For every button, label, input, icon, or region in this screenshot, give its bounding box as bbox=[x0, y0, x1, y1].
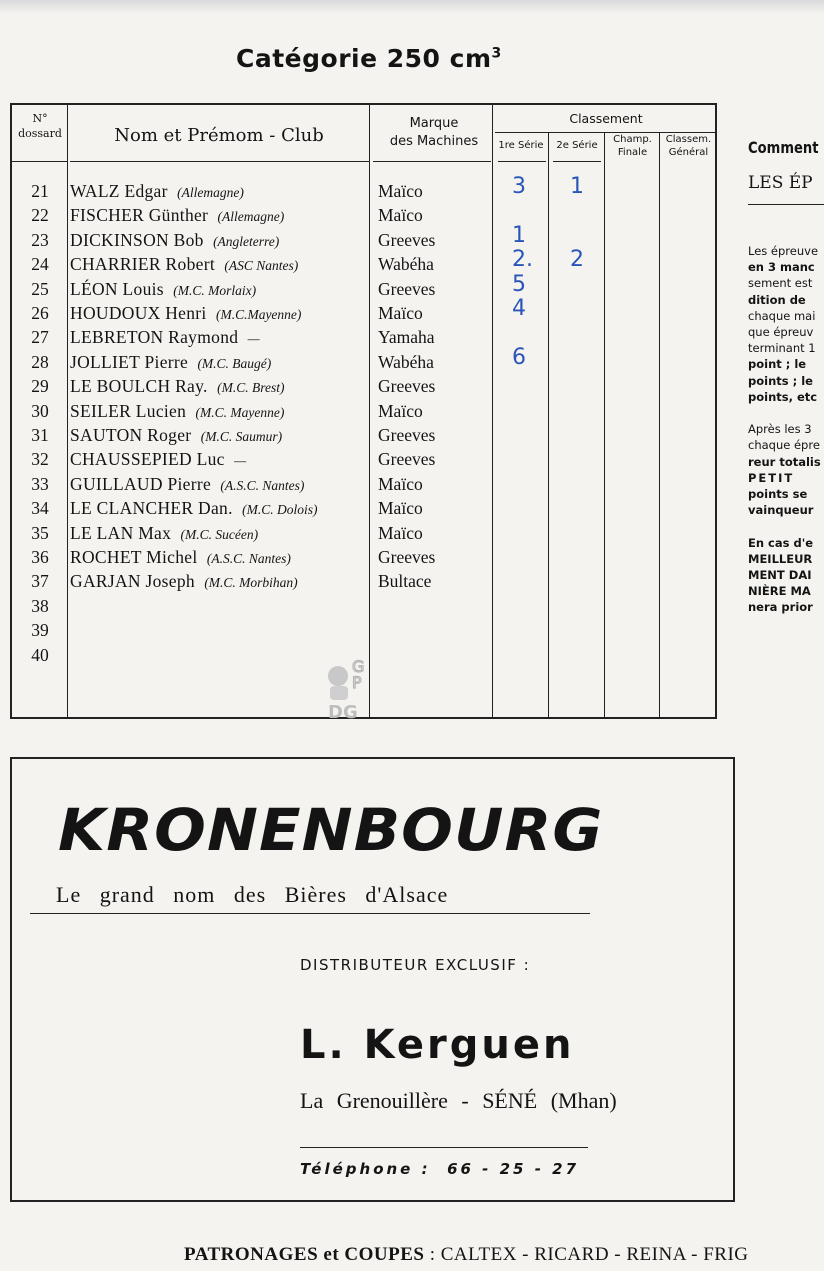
rules-text-line: en 3 manc bbox=[748, 260, 815, 275]
rider-name: SEILER Lucien (M.C. Mayenne) bbox=[70, 400, 285, 421]
machine-brand: Wabéha bbox=[378, 254, 434, 275]
table-row bbox=[12, 203, 712, 227]
rules-text-line: Les épreuve bbox=[748, 244, 819, 258]
page-title: Catégorie 250 $cm^3$ bbox=[236, 44, 502, 73]
rules-text-line: Après les 3 bbox=[748, 422, 812, 437]
rider-name: LÉON Louis (M.C. Morlaix) bbox=[70, 278, 257, 299]
rider-name: SAUTON Roger (M.C. Saumur) bbox=[70, 425, 283, 445]
rules-text-line: NIÈRE MA bbox=[748, 584, 811, 599]
dossard-number: 37 bbox=[31, 571, 49, 592]
rider-name: CHARRIER Robert (ASC Nantes) bbox=[70, 254, 299, 275]
machine-brand: Yamaha bbox=[378, 327, 435, 348]
table-row bbox=[12, 447, 712, 471]
serie1-rank: 4 bbox=[512, 296, 526, 321]
top-edge-shade bbox=[0, 0, 824, 14]
machine-brand: Maïco bbox=[378, 205, 423, 226]
serie1-rank: 5 bbox=[512, 271, 526, 297]
table-row bbox=[12, 325, 712, 349]
distributor-name: L. Kerguen bbox=[300, 1022, 575, 1068]
machine-brand: Greeves bbox=[378, 278, 436, 299]
rider-name: LE LAN Max (M.C. Sucéen) bbox=[70, 522, 259, 543]
watermark-logo bbox=[318, 650, 390, 722]
table-row bbox=[12, 594, 712, 618]
dossard-number: 25 bbox=[31, 278, 49, 299]
rules-text-line: terminant 1 bbox=[748, 341, 816, 356]
rules-text-line: sement est bbox=[748, 276, 813, 291]
serie1-rank: 6 bbox=[512, 344, 526, 370]
dossard-number: 21 bbox=[31, 181, 49, 201]
dossard-number: 34 bbox=[31, 498, 49, 519]
table-row bbox=[12, 399, 712, 423]
header-general: Classem. Général bbox=[665, 134, 712, 158]
machine-brand: Greeves bbox=[378, 376, 436, 397]
rider-name: GARJAN Joseph (M.C. Morbihan) bbox=[70, 571, 298, 592]
divider bbox=[300, 1147, 588, 1148]
machine-brand: Bultace bbox=[378, 571, 432, 592]
rider-name: GUILLAUD Pierre (A.S.C. Nantes) bbox=[70, 473, 305, 494]
header-champ: Champ. Finale bbox=[613, 134, 652, 158]
table-row bbox=[12, 472, 712, 496]
divider bbox=[30, 913, 590, 914]
table-row bbox=[12, 496, 712, 520]
rules-text-line: que épreuv bbox=[748, 325, 814, 339]
machine-brand: Maïco bbox=[378, 498, 423, 519]
dossard-number: 28 bbox=[31, 351, 49, 372]
table-row bbox=[12, 374, 712, 398]
rider-name: HOUDOUX Henri (M.C.Mayenne) bbox=[70, 303, 302, 323]
serie2-rank: 2 bbox=[570, 247, 584, 273]
dossard-number: 38 bbox=[31, 595, 49, 616]
svg-text:G: G bbox=[352, 657, 365, 676]
header-marque: Marque des Machines bbox=[389, 116, 479, 149]
rules-text-line: points, etc bbox=[748, 389, 818, 404]
dossard-number: 23 bbox=[31, 229, 49, 250]
rider-name: LEBRETON Raymond — bbox=[70, 327, 260, 348]
dossard-number: 22 bbox=[31, 205, 49, 226]
header-dossard: N° dossard bbox=[18, 112, 62, 140]
rules-text-line: points se bbox=[748, 487, 808, 501]
rider-name: JOLLIET Pierre (M.C. Baugé) bbox=[70, 351, 272, 372]
rules-text-line: dition de bbox=[748, 292, 806, 307]
rules-text-line: points ; le bbox=[748, 373, 813, 388]
machine-brand: Maïco bbox=[378, 303, 423, 323]
dossard-number: 36 bbox=[31, 547, 49, 567]
dossard-number: 29 bbox=[31, 376, 49, 397]
machine-brand: Greeves bbox=[378, 449, 436, 470]
rules-text-line: chaque mai bbox=[748, 308, 816, 323]
rider-name: WALZ Edgar (Allemagne) bbox=[70, 181, 244, 201]
machine-brand: Maïco bbox=[378, 181, 423, 201]
ad-tagline: Le grand nom des Bières d'Alsace bbox=[56, 882, 449, 907]
header-serie2: 2e Série bbox=[556, 140, 598, 151]
distributor-address: La Grenouillère - SÉNÉ (Mhan) bbox=[300, 1088, 617, 1113]
rider-name: ROCHET Michel (A.S.C. Nantes) bbox=[70, 547, 291, 567]
table-row bbox=[12, 174, 712, 203]
rider-name: LE BOULCH Ray. (M.C. Brest) bbox=[70, 376, 285, 397]
table-row bbox=[12, 296, 712, 325]
table-row bbox=[12, 271, 712, 301]
serie1-rank: 1 bbox=[512, 222, 526, 248]
svg-text:P: P bbox=[352, 673, 362, 692]
table-row bbox=[12, 569, 712, 593]
machine-brand: Maïco bbox=[378, 473, 423, 494]
rider-name: CHAUSSEPIED Luc — bbox=[70, 449, 247, 470]
dossard-number: 26 bbox=[31, 303, 49, 323]
rules-text-line: MENT DAI bbox=[748, 568, 812, 582]
rider-name bbox=[70, 618, 370, 644]
table-row bbox=[12, 423, 712, 447]
rider-name: FISCHER Günther (Allemagne) bbox=[70, 205, 285, 226]
table-row bbox=[12, 618, 712, 642]
dossard-number: 32 bbox=[31, 449, 49, 470]
dossard-number: 39 bbox=[31, 620, 49, 641]
rider-name bbox=[70, 594, 370, 620]
rider-name: LE CLANCHER Dan. (M.C. Dolois) bbox=[70, 498, 318, 519]
machine-brand: Greeves bbox=[378, 425, 436, 445]
serie1-rank: 2. bbox=[512, 247, 533, 273]
table-row bbox=[12, 344, 712, 374]
machine-brand: Greeves bbox=[378, 229, 436, 250]
dossard-number: 31 bbox=[31, 425, 49, 445]
dossard-number: 24 bbox=[31, 254, 49, 275]
dossard-number: 35 bbox=[31, 522, 49, 543]
distributor-label: DISTRIBUTEUR EXCLUSIF : bbox=[300, 956, 531, 974]
rules-text-line: nera prior bbox=[748, 600, 813, 615]
machine-brand: Wabéha bbox=[378, 351, 434, 372]
table-row bbox=[12, 247, 712, 276]
rules-text-line: point ; le bbox=[748, 357, 807, 372]
footer-sponsors: PATRONAGES et COUPES : CALTEX - RICARD - REINA - FRIG bbox=[184, 1244, 749, 1265]
table-row bbox=[12, 521, 712, 545]
rules-text-line: reur totalis bbox=[748, 454, 821, 469]
rules-text-line: En cas d'e bbox=[748, 535, 814, 550]
rules-text-line: chaque épre bbox=[748, 438, 820, 453]
header-serie1: 1re Série bbox=[498, 140, 544, 151]
machine-brand: Greeves bbox=[378, 547, 436, 567]
brand-logo: KRONENBOURG bbox=[58, 796, 604, 864]
dossard-number: 33 bbox=[31, 473, 49, 494]
rules-text-line: PETIT bbox=[748, 470, 795, 485]
results-table bbox=[10, 103, 717, 719]
rules-text-line: vainqueur bbox=[748, 503, 814, 518]
header-name: Nom et Prémom - Club bbox=[114, 125, 324, 146]
dossard-number: 30 bbox=[31, 400, 49, 421]
rules-text-line: MEILLEUR bbox=[748, 551, 813, 566]
machine-brand: Maïco bbox=[378, 522, 423, 543]
table-row bbox=[12, 545, 712, 569]
svg-text:DG: DG bbox=[328, 702, 358, 722]
serie2-rank: 1 bbox=[570, 174, 584, 199]
serie1-rank: 3 bbox=[512, 174, 526, 199]
phone-line: Téléphone : 66 - 25 - 27 bbox=[300, 1160, 580, 1178]
machine-brand: Maïco bbox=[378, 400, 423, 421]
table-row bbox=[12, 222, 712, 252]
dossard-number: 40 bbox=[31, 644, 49, 665]
dossard-number: 27 bbox=[31, 327, 49, 348]
rider-name: DICKINSON Bob (Angleterre) bbox=[70, 229, 280, 250]
header-classement: Classement bbox=[569, 111, 643, 126]
